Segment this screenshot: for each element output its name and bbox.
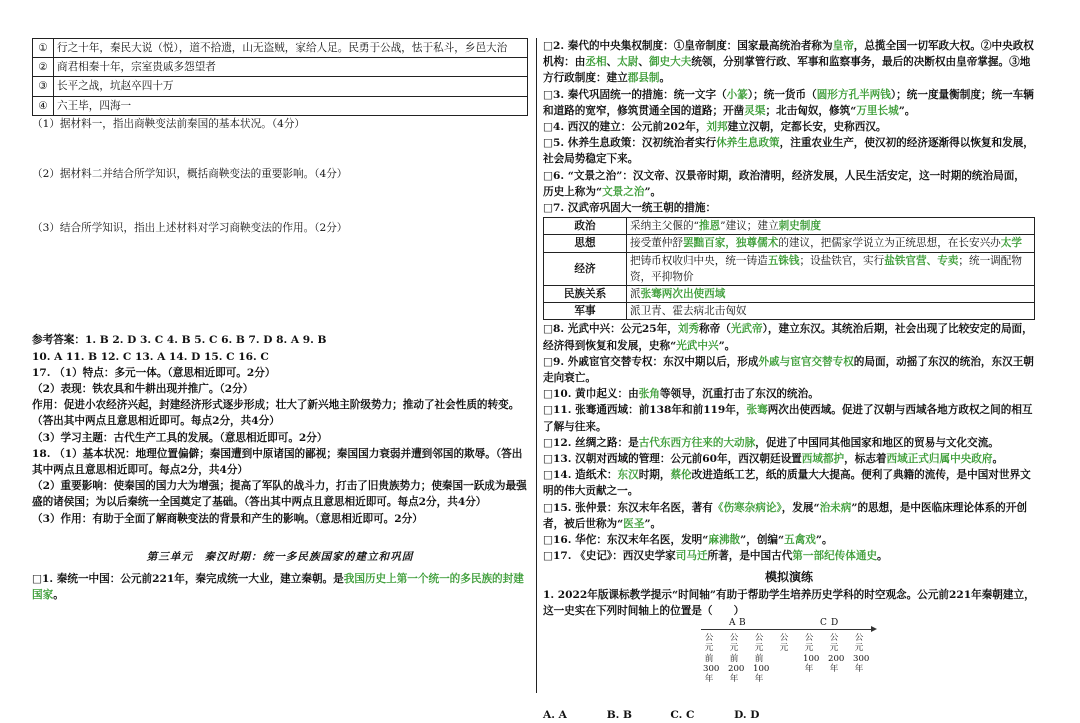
question-1: （1）据材料一，指出商鞅变法前秦国的基本状况。（4分）	[32, 117, 306, 130]
table-row	[544, 303, 1035, 320]
answer-18-2: （2）重要影响：使秦国的国力大为增强；提高了军队的战斗力，打击了旧贵族势力；使秦国一跃成为最强盛的诸侯国；为以后秦统一全国奠定了基础。（答出其中两点且意思相近即可。每点2分，共4分）	[32, 480, 527, 509]
knowledge-point-16: □16. 华佗：东汉末年名医，发明“麻沸散”，创编“五禽戏”。	[543, 534, 833, 547]
question-stem: 1. 2022年版课标教学提示“时间轴”有助于帮助学生培养历史学科的时空观念。公元前221年秦朝建立，这一史实在下列时间轴上的位置是（ ）	[543, 588, 1035, 617]
timeline-label-b: B	[739, 618, 746, 629]
material-text: 行之十年，秦民大说（悦），道不拾遗，山无盗贼，家给人足。民勇于公战，怯于私斗，乡邑大治	[54, 39, 528, 58]
table-row	[544, 235, 1035, 252]
answer-17-3: 作用：促进小农经济兴起，封建经济形式逐步形成；壮大了新兴地主阶级势力；推动了社会性质的转变。（答出其中两点且意思相近即可。每点2分，共4分）	[32, 399, 520, 428]
knowledge-point-4: □4. 西汉的建立：公元前202年，刘邦建立汉朝，定都长安，史称西汉。	[543, 121, 887, 134]
knowledge-point-17: □17. 《史记》：西汉史学家司马迁所著，是中国古代第一部纪传体通史。	[543, 550, 888, 563]
timeline-tick: 公 元	[779, 633, 789, 654]
timeline-tick: 公 元 前 100 年	[753, 633, 770, 684]
material-table	[32, 38, 528, 116]
row-content: 派卫青、霍去病北击匈奴	[627, 303, 1035, 320]
knowledge-point-10: □10. 黄巾起义：由张角等领导，沉重打击了东汉的统治。	[543, 388, 819, 401]
material-row	[33, 96, 528, 115]
table-row	[544, 252, 1035, 285]
material-row	[33, 77, 528, 96]
material-row	[33, 39, 528, 58]
knowledge-point-2: □2. 秦代的中央集权制度：①皇帝制度：国家最高统治者称为皇帝，总揽全国一切军政大权。②中央政权机构：由丞相、太尉、御史大夫统领，分别掌管行政、军事和监察事务，最后的决断权由皇帝掌握。③地方行政制度：建立郡县制。	[543, 40, 1034, 85]
practice-title: 模拟演练	[764, 569, 813, 584]
row-header: 军事	[544, 303, 627, 320]
knowledge-point-13: □13. 汉朝对西域的管理：公元前60年，西汉朝廷设置西域都护，标志着西域正式归属中央政府。	[543, 453, 1004, 466]
timeline-label-c: C	[820, 618, 827, 629]
timeline-tick: 公 元 前 300 年	[703, 633, 720, 684]
knowledge-point-9: □9. 外戚宦官交替专权：东汉中期以后，形成外戚与宦官交替专权的局面，动摇了东汉的统治，东汉王朝走向衰亡。	[543, 355, 1034, 385]
option-c[interactable]: C. C	[670, 709, 695, 722]
answer-18-3: （3）作用：有助于全面了解商鞅变法的背景和产生的影响。（意思相近即可。2分）	[32, 512, 423, 525]
arrow-icon	[871, 626, 877, 632]
timeline-label-d: D	[831, 618, 839, 629]
row-content: 采纳主父偃的“推恩”建议；建立刺史制度	[627, 218, 1035, 235]
han-wudi-measures-table	[543, 217, 1035, 320]
material-number: ①	[33, 39, 54, 58]
knowledge-point-15: □15. 张仲景：东汉末年名医，著有《伤寒杂病论》，发展“治未病”的思想，是中医临床理论体系的开创者，被后世称为“医圣”。	[543, 501, 1027, 530]
answer-18-1: 18. （1）基本状况：地理位置偏僻；秦国遭到中原诸国的鄙视；秦国国力衰弱并遭到邻国的欺辱。（答出其中两点且意思相近即可。每点2分，共4分）	[32, 447, 523, 477]
knowledge-point-5: □5. 休养生息政策：汉初统治者实行休养生息政策，注重农业生产，使汉初的经济逐渐得以恢复和发展，社会局势稳定下来。	[543, 137, 1034, 166]
timeline-label-a: A	[729, 618, 736, 629]
knowledge-point-8: □8. 光武中兴：公元25年，刘秀称帝（光武帝），建立东汉。其统治后期，社会出现了比较安定的局面，经济得到恢复和发展，史称“光武中兴”。	[543, 323, 1033, 352]
answer-key-line-1: 参考答案：1. B 2. D 3. C 4. B 5. C 6. B 7. D 8. A 9. B	[32, 334, 327, 347]
option-a[interactable]: A. A	[543, 709, 567, 722]
answer-options	[543, 707, 1035, 723]
knowledge-point-6: □6. “文景之治”：汉文帝、汉景帝时期，政治清明，经济发展，人民生活安定，这一时期的统治局面，历史上称为“文景之治”。	[543, 169, 1025, 198]
row-content: 接受董仲舒罢黜百家，独尊儒术的建议，把儒家学说立为正统思想，在长安兴办太学	[627, 235, 1035, 252]
material-number: ③	[33, 77, 54, 96]
row-header: 政治	[544, 218, 627, 235]
table-row	[544, 286, 1035, 303]
knowledge-point-7: □7. 汉武帝巩固大一统王朝的措施：	[543, 202, 717, 215]
knowledge-point-11: □11. 张骞通西域：前138年和前119年，张骞两次出使西域。促进了汉朝与西域各地方政权之间的相互了解与往来。	[543, 404, 1033, 433]
timeline-tick: 公 元 前 200 年	[728, 633, 745, 684]
answer-17-2: （2）表现：铁农具和牛耕出现并推广。（2分）	[32, 383, 254, 396]
timeline-tick: 公 元 100 年	[803, 633, 820, 674]
answer-key-line-2: 10. A 11. B 12. C 13. A 14. D 15. C 16. C	[32, 350, 269, 363]
knowledge-point-1: □1. 秦统一中国：公元前221年，秦完成统一大业，建立秦朝。是我国历史上第一个统一的多民族的封建国家。	[32, 573, 524, 602]
material-number: ②	[33, 58, 54, 77]
material-text: 六王毕，四海一	[54, 96, 528, 115]
option-d[interactable]: D. D	[734, 709, 760, 722]
answer-17-4: （3）学习主题：古代生产工具的发展。（意思相近即可。2分）	[32, 431, 328, 444]
timeline-axis	[701, 629, 873, 630]
material-text: 商君相秦十年，宗室贵戚多怨望者	[54, 58, 528, 77]
row-header: 民族关系	[544, 286, 627, 303]
answer-17-1: 17. （1）特点：多元一体。（意思相近即可。2分）	[32, 366, 276, 379]
question-2: （2）据材料二并结合所学知识，概括商鞅变法的重要影响。（4分）	[32, 168, 348, 181]
material-text: 长平之战，坑赵卒四十万	[54, 77, 528, 96]
row-header: 经济	[544, 252, 627, 285]
knowledge-point-3: □3. 秦代巩固统一的措施：统一文字（小篆）；统一货币（圆形方孔半两钱）；统一度量衡制度；统一车辆和道路的宽窄，修筑贯通全国的道路；开凿灵渠；北击匈奴，修筑“万里长城”。	[543, 88, 1034, 117]
question-3: （3）结合所学知识，指出上述材料对学习商鞅变法的作用。（2分）	[32, 222, 348, 235]
row-header: 思想	[544, 235, 627, 252]
row-content: 把铸币权收归中央，统一铸造五铢钱；设盐铁官，实行盐铁官营、专卖；统一调配物资，平抑物价	[627, 252, 1035, 285]
option-b[interactable]: B. B	[606, 709, 632, 722]
table-row	[544, 218, 1035, 235]
material-row	[33, 58, 528, 77]
unit-title: 第三单元 秦汉时期：统一多民族国家的建立和巩固	[146, 550, 414, 563]
left-column	[32, 38, 528, 603]
row-content: 派张骞两次出使西域	[627, 286, 1035, 303]
knowledge-point-12: □12. 丝绸之路：是古代东西方往来的大动脉，促进了中国同其他国家和地区的贸易与文化交流。	[543, 436, 999, 449]
right-column	[543, 38, 1035, 723]
material-number: ④	[33, 96, 54, 115]
column-divider	[536, 38, 537, 693]
timeline	[543, 618, 1035, 705]
timeline-tick: 公 元 300 年	[853, 633, 870, 674]
knowledge-point-14: □14. 造纸术：东汉时期，蔡伦改进造纸工艺，纸的质量大大提高。便利了典籍的流传，是中国对世界文明的伟大贡献之一。	[543, 469, 1031, 498]
timeline-tick: 公 元 200 年	[828, 633, 845, 674]
